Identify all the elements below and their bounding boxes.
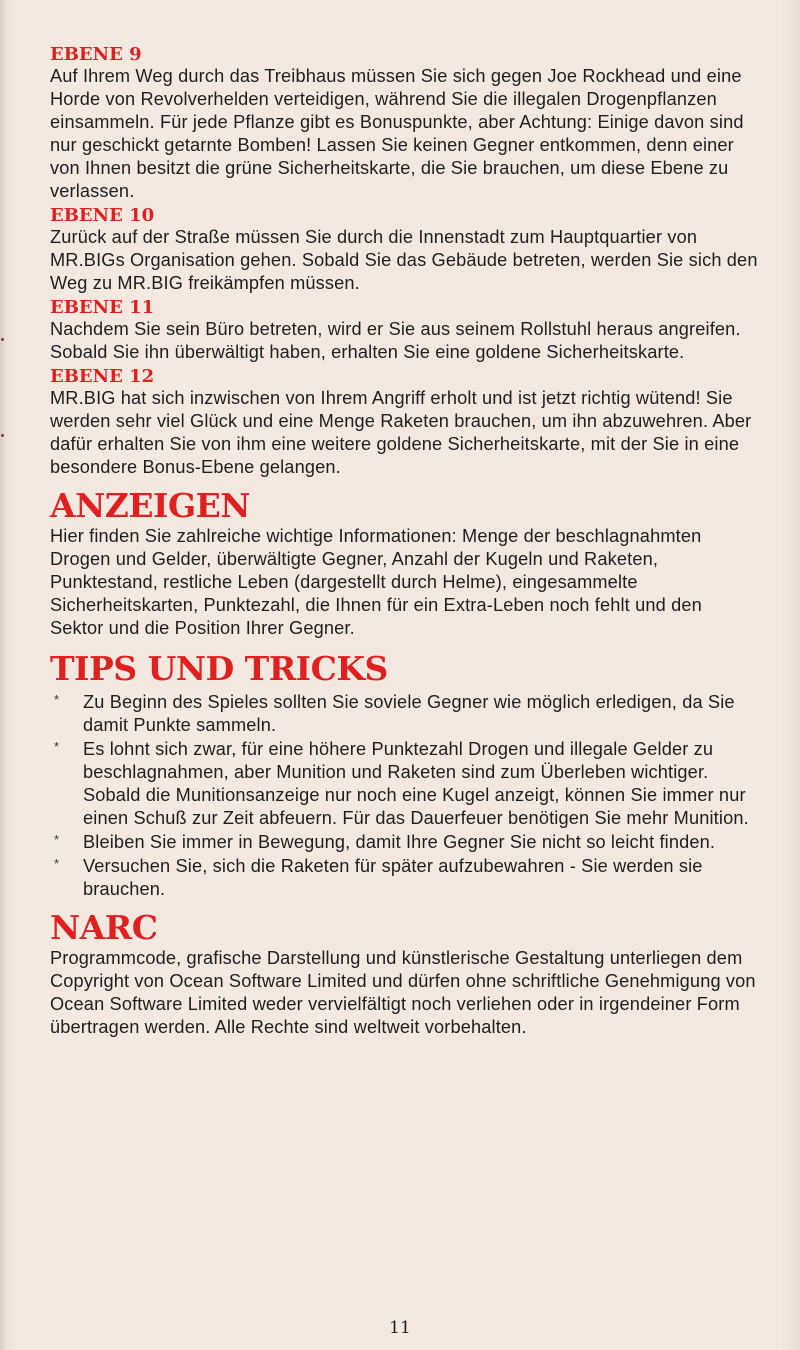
section-heading: EBENE 10 xyxy=(50,205,155,226)
tip-text: Versuchen Sie, sich die Raketen für später aufzubewahren - Sie werden sie brauchen. xyxy=(83,856,703,899)
section-heading: EBENE 9 xyxy=(50,44,142,65)
list-item xyxy=(50,738,760,830)
tip-text: Zu Beginn des Spieles sollten Sie soviele Gegner wie möglich erledigen, da Sie damit Punkte sammeln. xyxy=(83,692,735,735)
bullet-star: * xyxy=(54,856,60,871)
anzeigen-heading: ANZEIGEN xyxy=(50,486,250,525)
tips-heading: TIPS UND TRICKS xyxy=(50,649,388,688)
narc-text: Programmcode, grafische Darstellung und künstlerische Gestaltung unterliegen dem Copyright von Ocean Software Limited und dürfen ohne schriftliche Genehmigung von Ocean Software Limited weder vervielfältigt noch verliehen oder in irgendeiner Form übertragen werden. Alle Rechte sind weltweit vorbehalten. xyxy=(50,948,756,1037)
section-ebene-11 xyxy=(50,297,760,364)
bullet-star: * xyxy=(54,692,60,707)
section-text: Nachdem Sie sein Büro betreten, wird er Sie aus seinem Rollstuhl heraus angreifen. Sobald Sie ihn überwältigt haben, erhalten Sie eine goldene Sicherheitskarte. xyxy=(50,319,741,362)
page-content xyxy=(50,44,760,1039)
section-ebene-12 xyxy=(50,366,760,479)
ink-mark xyxy=(1,434,4,437)
page-edge-marks xyxy=(0,0,8,1350)
section-narc xyxy=(50,909,760,1039)
page-number: 11 xyxy=(389,1318,411,1338)
tip-text: Bleiben Sie immer in Bewegung, damit Ihre Gegner Sie nicht so leicht finden. xyxy=(83,832,716,852)
ink-mark xyxy=(1,338,4,341)
section-anzeigen xyxy=(50,487,760,640)
narc-heading: NARC xyxy=(50,908,158,947)
list-item xyxy=(50,855,760,901)
list-item xyxy=(50,691,760,737)
section-heading: EBENE 11 xyxy=(50,297,155,318)
section-text: Auf Ihrem Weg durch das Treibhaus müssen Sie sich gegen Joe Rockhead und eine Horde von Revolverhelden verteidigen, während Sie die illegalen Drogenpflanzen einsammeln. Für jede Pflanze gibt es Bonuspunkte, aber Achtung: Einige davon sind nur geschickt getarnte Bomben! Lassen Sie keinen Gegner entkommen, denn einer von Ihnen besitzt die grüne Sicherheitskarte, die Sie brauchen, um diese Ebene zu verlassen. xyxy=(50,66,744,201)
anzeigen-text: Hier finden Sie zahlreiche wichtige Informationen: Menge der beschlagnahmten Drogen und Gelder, überwältigte Gegner, Anzahl der Kugeln und Raketen, Punktestand, restliche Leben (dargestellt durch Helme), eingesammelte Sicherheitskarten, Punktezahl, die Ihnen für ein Extra-Leben noch fehlt und den Sektor und die Position Ihrer Gegner. xyxy=(50,526,702,638)
bullet-star: * xyxy=(54,832,60,847)
section-ebene-9 xyxy=(50,44,760,203)
section-text: MR.BIG hat sich inzwischen von Ihrem Angriff erholt und ist jetzt richtig wütend! Sie werden sehr viel Glück und eine Menge Raketen brauchen, um ihn abzuwehren. Aber dafür erhalten Sie von ihm eine weitere goldene Sicherheitskarte, mit der Sie in eine besondere Bonus-Ebene gelangen. xyxy=(50,388,752,477)
section-ebene-10 xyxy=(50,205,760,295)
list-item xyxy=(50,831,760,854)
section-text: Zurück auf der Straße müssen Sie durch die Innenstadt zum Hauptquartier von MR.BIGs Organisation gehen. Sobald Sie das Gebäude betreten, werden Sie sich den Weg zu MR.BIG freikämpfen müssen. xyxy=(50,227,758,293)
tip-text: Es lohnt sich zwar, für eine höhere Punktezahl Drogen und illegale Gelder zu beschlagnahmen, aber Munition und Raketen sind zum Überleben wichtiger. Sobald die Munitionsanzeige nur noch eine Kugel anzeigt, können Sie immer nur einen Schuß zur Zeit abfeuern. Für das Dauerfeuer benötigen Sie mehr Munition. xyxy=(83,739,749,828)
section-heading: EBENE 12 xyxy=(50,366,155,387)
bullet-star: * xyxy=(54,739,60,754)
section-tips xyxy=(50,650,760,901)
tips-list xyxy=(50,691,760,901)
